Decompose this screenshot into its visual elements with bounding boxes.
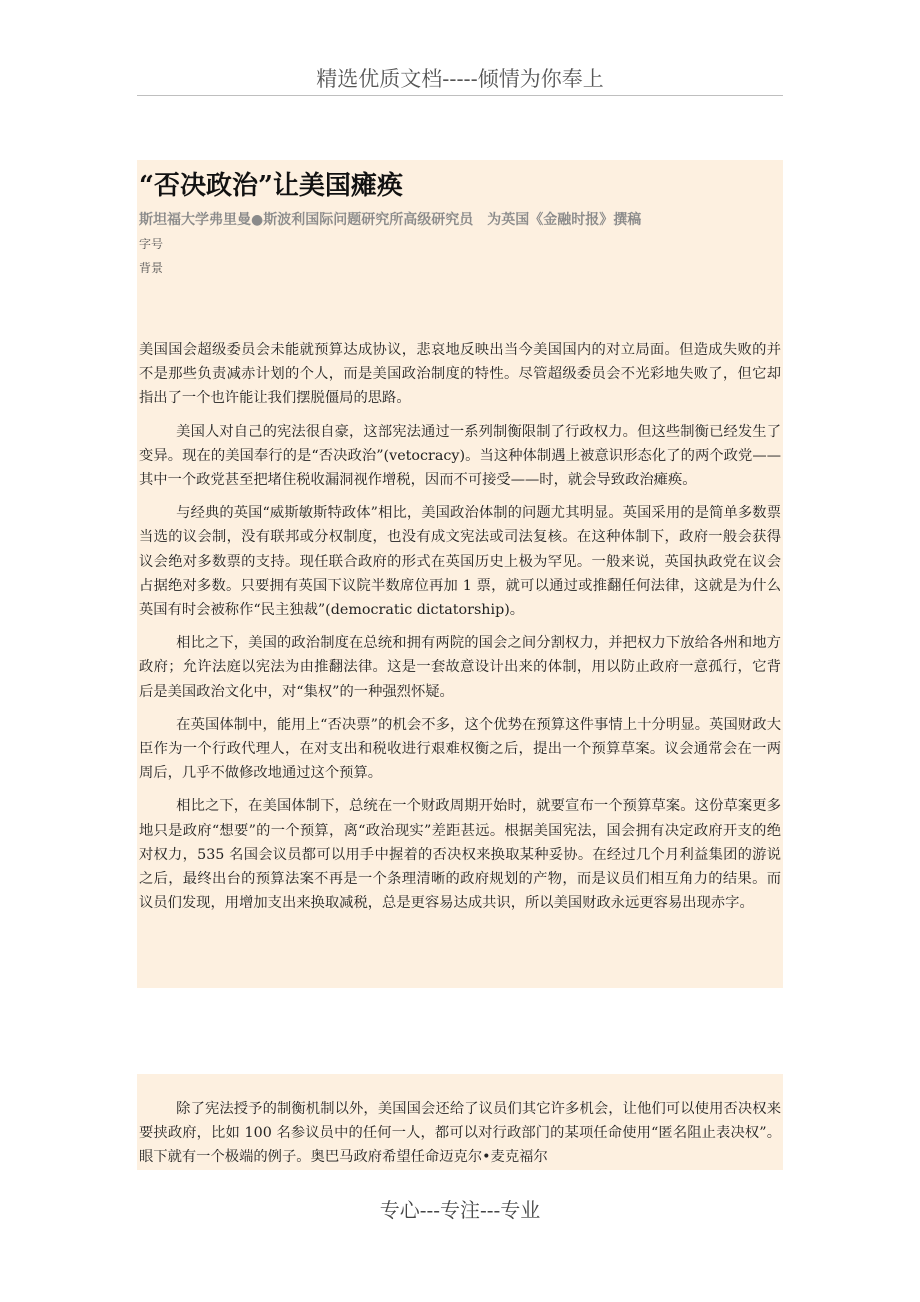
page-header: 精选优质文档-----倾情为你奉上	[316, 67, 604, 91]
article-title: “否决政治”让美国瘫痪	[139, 171, 403, 201]
article-paragraph-3: 与经典的英国“威斯敏斯特政体”相比，美国政治体制的问题尤其明显。英国采用的是简单多数票当选的议会制，没有联邦或分权制度，也没有成文宪法或司法复核。在这种体制下，政府一般会获得议会绝对多数票的支持。现任联合政府的形式在英国历史上极为罕见。一般来说，英国执政党在议会占据绝对多数。只要拥有英国下议院半数席位再加 1 票，就可以通过或推翻任何法律，这就是为什么英国有时会被称作“民主独裁”(democratic dictatorship)。	[139, 505, 781, 619]
font-size-label[interactable]: 字号	[139, 237, 164, 251]
article-paragraph-2: 美国人对自己的宪法很自豪，这部宪法通过一系列制衡限制了行政权力。但这些制衡已经发生了变异。现在的美国奉行的是“否决政治”(vetocracy)。当这种体制遇上被意识形态化了的两个政党——其中一个政党甚至把堵住税收漏洞视作增税，因而不可接受——时，就会导致政治瘫痪。	[139, 423, 781, 489]
article-paragraph-5: 在英国体制中，能用上“否决票”的机会不多，这个优势在预算这件事情上十分明显。英国财政大臣作为一个行政代理人，在对支出和税收进行艰难权衡之后，提出一个预算草案。议会通常会在一两周后，几乎不做修改地通过这个预算。	[139, 716, 781, 782]
article-paragraph-1: 美国国会超级委员会未能就预算达成协议，悲哀地反映出当今美国国内的对立局面。但造成失败的并不是那些负责减赤计划的个人，而是美国政治制度的特性。尽管超级委员会不光彩地失败了，但它却指出了一个也许能让我们摆脱僵局的思路。	[139, 342, 781, 407]
background-label[interactable]: 背景	[139, 261, 164, 275]
article-byline: 斯坦福大学弗里曼●斯波利国际问题研究所高级研究员 为英国《金融时报》撰稿	[139, 212, 642, 228]
article-block-main	[137, 160, 783, 988]
article-paragraph-4: 相比之下，美国的政治制度在总统和拥有两院的国会之间分割权力，并把权力下放给各州和地方政府；允许法庭以宪法为由推翻法律。这是一套故意设计出来的体制，用以防止政府一意孤行，它背后是美国政治文化中，对“集权”的一种强烈怀疑。	[139, 635, 781, 700]
article-paragraph-6: 相比之下，在美国体制下，总统在一个财政周期开始时，就要宣布一个预算草案。这份草案更多地只是政府“想要”的一个预算，离“政治现实”差距甚远。根据美国宪法，国会拥有决定政府开支的绝对权力，535 名国会议员都可以用手中握着的否决权来换取某种妥协。在经过几个月利益集团的游说之后，最终出台的预算法案不再是一个条理清晰的政府规划的产物，而是议员们相互角力的结果。而议员们发现，用增加支出来换取减税，总是更容易达成共识，所以美国财政永远更容易出现赤字。	[139, 798, 781, 912]
article-block-continued	[137, 1074, 783, 1170]
header-divider	[137, 95, 783, 96]
page-footer: 专心---专注---专业	[379, 1198, 541, 1222]
article-paragraph-7: 除了宪法授予的制衡机制以外，美国国会还给了议员们其它许多机会，让他们可以使用否决权来要挟政府，比如 100 名参议员中的任何一人，都可以对行政部门的某项任命使用“匿名阻止表决权”。眼下就有一个极端的例子。奥巴马政府希望任命迈克尔•麦克福尔	[139, 1101, 781, 1166]
